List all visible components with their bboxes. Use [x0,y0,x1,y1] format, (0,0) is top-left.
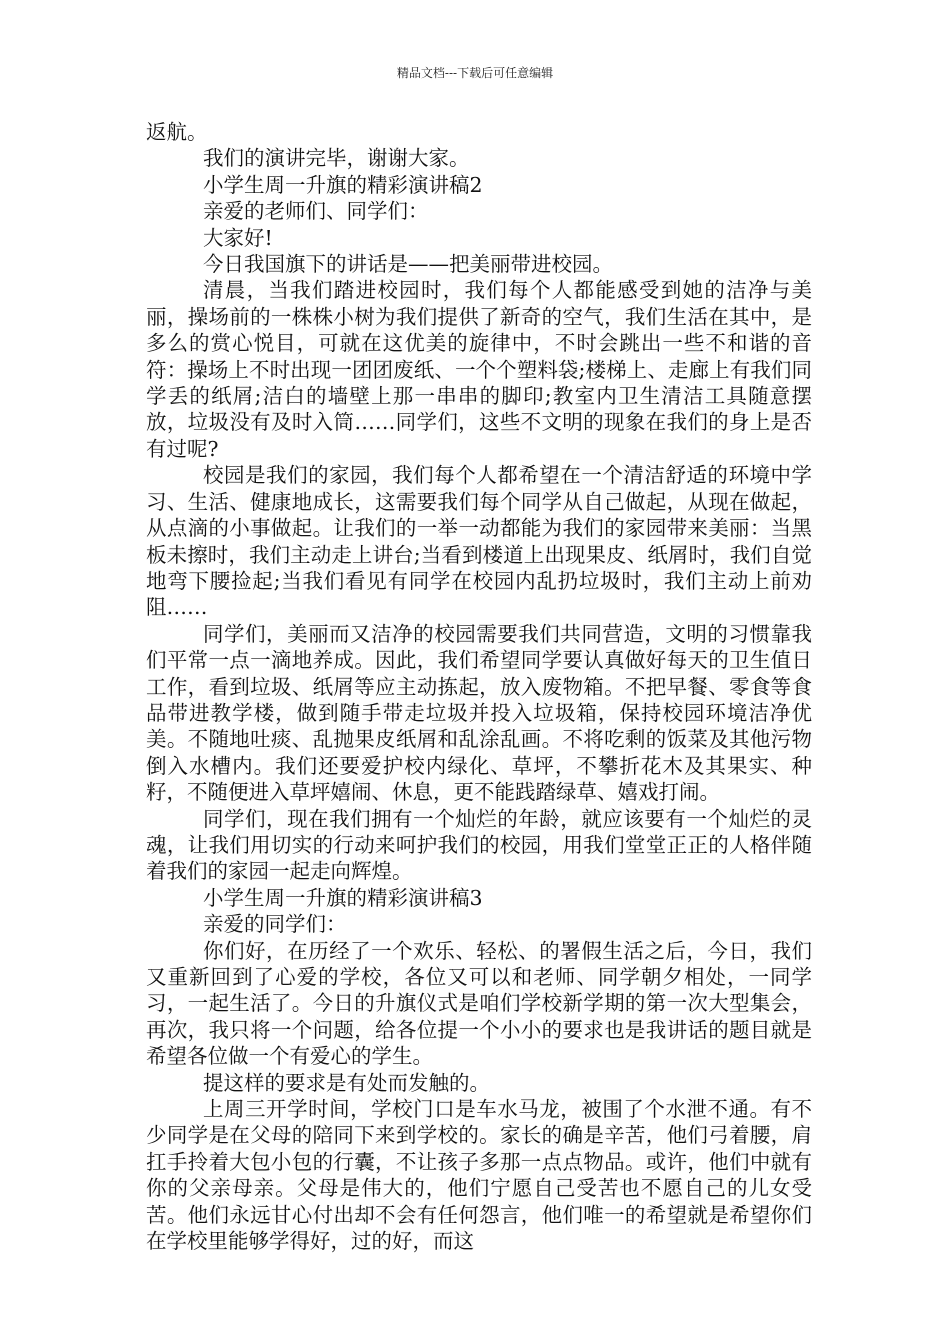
salutation: 亲爱的老师们、同学们： [203,199,429,224]
section-title: 小学生周一升旗的精彩演讲稿2 [203,172,483,197]
paragraph: 你们好，在历经了一个欢乐、轻松、的署假生活之后，今日，我们又重新回到了心爱的学校，各位又可以和老师、同学朝夕相处，一同学习，一起生活了。今日的升旗仪式是咱们学校新学期的第一次大型集会，再次，我只将一个问题，给各位提一个小小的要求也是我讲话的题目就是希望各位做一个有爱心的学生。 [146,938,812,1069]
paragraph: 我们的演讲完毕，谢谢大家。 [203,146,470,171]
document-body [146,119,812,1254]
paragraph: 今日我国旗下的讲话是——把美丽带进校园。 [203,252,613,277]
page-header: 精品文档---下载后可任意编辑 [396,66,554,80]
paragraph: 上周三开学时间，学校门口是车水马龙，被围了个水泄不通。有不少同学是在父母的陪同下来到学校的。家长的确是辛苦，他们弓着腰，肩扛手拎着大包小包的行囊，不让孩子多那一点点物品。或许，他们中就有你的父亲母亲。父母是伟大的，他们宁愿自己受苦也不愿自己的儿女受苦。他们永远甘心付出却不会有任何怨言，他们唯一的希望就是希望你们在学校里能够学得好，过的好，而这 [146,1097,812,1254]
greeting: 大家好! [203,225,273,250]
paragraph: 同学们，现在我们拥有一个灿烂的年龄，就应该要有一个灿烂的灵魂，让我们用切实的行动来呵护我们的校园，用我们堂堂正正的人格伴随着我们的家园一起走向辉煌。 [146,806,812,884]
paragraph: 清晨，当我们踏进校园时，我们每个人都能感受到她的洁净与美丽，操场前的一株株小树为我们提供了新奇的空气，我们生活在其中，是多么的赏心悦目，可就在这优美的旋律中，不时会跳出一些不和谐的音符：操场上不时出现一团团废纸、一个个塑料袋;楼梯上、走廊上有我们同学丢的纸屑;洁白的墙壁上那一串串的脚印;教室内卫生清洁工具随意摆放，垃圾没有及时入筒……同学们，这些不文明的现象在我们的身上是否有过呢? [146,278,812,461]
paragraph: 同学们，美丽而又洁净的校园需要我们共同营造，文明的习惯靠我们平常一点一滴地养成。因此，我们希望同学要认真做好每天的卫生值日工作，看到垃圾、纸屑等应主动拣起，放入废物箱。不把早餐、零食等食品带进教学楼，做到随手带走垃圾并投入垃圾箱，保持校园环境洁净优美。不随地吐痰、乱抛果皮纸屑和乱涂乱画。不将吃剩的饭菜及其他污物倒入水槽内。我们还要爱护校内绿化、草坪，不攀折花木及其果实、种籽，不随便进入草坪嬉闹、休息，更不能践踏绿草、嬉戏打闹。 [146,621,812,805]
paragraph: 返航。 [146,120,208,144]
paragraph: 提这样的要求是有处而发触的。 [203,1070,490,1095]
paragraph: 校园是我们的家园，我们每个人都希望在一个清洁舒适的环境中学习、生活、健康地成长，这需要我们每个同学从自己做起，从现在做起，从点滴的小事做起。让我们的一举一动都能为我们的家园带来美丽：当黑板未擦时，我们主动走上讲台;当看到楼道上出现果皮、纸屑时，我们自觉地弯下腰捡起;当我们看见有同学在校园内乱扔垃圾时，我们主动上前劝阻…… [146,463,812,620]
salutation: 亲爱的同学们： [203,912,347,937]
section-title: 小学生周一升旗的精彩演讲稿3 [203,885,483,910]
